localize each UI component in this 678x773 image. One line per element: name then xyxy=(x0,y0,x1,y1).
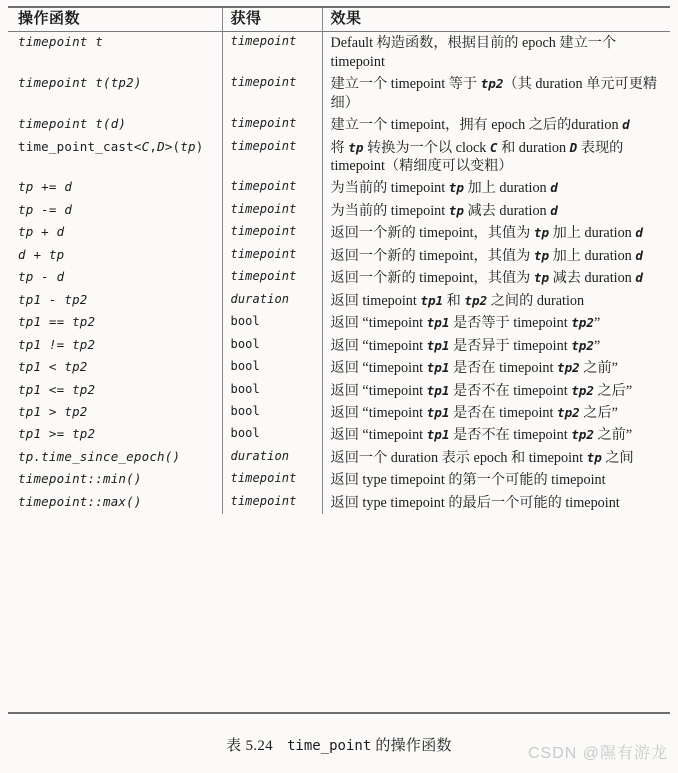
cell-return-type: bool xyxy=(222,380,322,402)
cell-return-type: bool xyxy=(222,357,322,379)
cell-effect: 返回 “timepoint tp1 是否不在 timepoint tp2 之前” xyxy=(322,424,670,446)
cell-effect: 将 tp 转换为一个以 clock C 和 duration D 表现的 timepoint（精细度可以变粗） xyxy=(322,137,670,178)
table-row xyxy=(8,357,670,379)
table-row xyxy=(8,492,670,514)
cell-return-type: bool xyxy=(222,335,322,357)
table-row xyxy=(8,469,670,491)
time-point-operations-table xyxy=(8,6,670,514)
cell-operation: tp1 == tp2 xyxy=(18,314,96,330)
cell-operation: tp1 - tp2 xyxy=(18,291,88,307)
csdn-watermark: CSDN @隰有游龙 xyxy=(527,745,668,762)
cell-operation: timepoint t(d) xyxy=(18,116,127,132)
cell-effect: 建立一个 timepoint，拥有 epoch 之后的duration d xyxy=(322,114,670,136)
cell-operation: timepoint::max() xyxy=(18,493,142,509)
table-row xyxy=(8,447,670,469)
cell-return-type: bool xyxy=(222,424,322,446)
table-bottom-rule xyxy=(8,712,670,714)
cell-effect: 返回一个新的 timepoint，其值为 tp 加上 duration d xyxy=(322,222,670,244)
time-point-operations-table-wrapper xyxy=(8,6,670,514)
cell-operation: timepoint::min() xyxy=(18,471,142,487)
cell-effect: 返回 “timepoint tp1 是否在 timepoint tp2 之前” xyxy=(322,357,670,379)
cell-operation: timepoint t(tp2) xyxy=(18,75,142,91)
cell-operation: tp + d xyxy=(18,224,65,240)
column-header-effect: 效果 xyxy=(322,7,670,32)
cell-effect: 返回 type timepoint 的最后一个可能的 timepoint xyxy=(322,492,670,514)
cell-return-type: timepoint xyxy=(222,222,322,244)
cell-return-type: timepoint xyxy=(222,32,322,73)
cell-operation: tp1 <= tp2 xyxy=(18,381,96,397)
cell-effect: 返回 “timepoint tp1 是否等于 timepoint tp2” xyxy=(322,312,670,334)
cell-return-type: timepoint xyxy=(222,200,322,222)
table-row xyxy=(8,177,670,199)
cell-return-type: bool xyxy=(222,312,322,334)
table-row xyxy=(8,267,670,289)
cell-operation: tp1 >= tp2 xyxy=(18,426,96,442)
cell-effect: 返回 “timepoint tp1 是否不在 timepoint tp2 之后” xyxy=(322,380,670,402)
cell-effect: 返回 timepoint tp1 和 tp2 之间的 duration xyxy=(322,290,670,312)
caption-number: 表 5.24 xyxy=(226,738,273,754)
cell-effect: 返回一个 duration 表示 epoch 和 timepoint tp 之间 xyxy=(322,447,670,469)
cell-return-type: timepoint xyxy=(222,114,322,136)
cell-effect: 为当前的 timepoint tp 加上 duration d xyxy=(322,177,670,199)
cell-operation: tp1 < tp2 xyxy=(18,359,88,375)
cell-return-type: timepoint xyxy=(222,137,322,178)
caption-suffix: 的操作函数 xyxy=(371,738,452,754)
cell-operation: tp - d xyxy=(18,269,65,285)
table-row xyxy=(8,200,670,222)
table-row xyxy=(8,312,670,334)
cell-operation: tp -= d xyxy=(18,201,73,217)
cell-return-type: duration xyxy=(222,290,322,312)
table-row xyxy=(8,424,670,446)
cell-effect: Default 构造函数，根据目前的 epoch 建立一个 timepoint xyxy=(322,32,670,73)
cell-operation: d + tp xyxy=(18,246,65,262)
cell-operation: tp1 != tp2 xyxy=(18,336,96,352)
cell-return-type: timepoint xyxy=(222,73,322,114)
cell-operation: tp.time_since_epoch() xyxy=(18,448,181,464)
table-body xyxy=(8,32,670,514)
table-row xyxy=(8,32,670,73)
cell-effect: 返回 “timepoint tp1 是否在 timepoint tp2 之后” xyxy=(322,402,670,424)
cell-effect: 返回 “timepoint tp1 是否异于 timepoint tp2” xyxy=(322,335,670,357)
table-row xyxy=(8,402,670,424)
caption-code: time_point xyxy=(286,738,372,754)
cell-return-type: bool xyxy=(222,402,322,424)
cell-return-type: duration xyxy=(222,447,322,469)
table-row xyxy=(8,222,670,244)
cell-effect: 为当前的 timepoint tp 减去 duration d xyxy=(322,200,670,222)
table-row xyxy=(8,137,670,178)
cell-effect: 返回 type timepoint 的第一个可能的 timepoint xyxy=(322,469,670,491)
cell-effect: 返回一个新的 timepoint，其值为 tp 加上 duration d xyxy=(322,245,670,267)
column-header-returns: 获得 xyxy=(222,7,322,32)
table-header xyxy=(8,7,670,32)
table-row xyxy=(8,380,670,402)
cell-operation: tp += d xyxy=(18,179,73,195)
cell-operation: tp1 > tp2 xyxy=(18,403,88,419)
table-row xyxy=(8,73,670,114)
table-row xyxy=(8,114,670,136)
cell-operation: time_point_cast<C,D>(tp) xyxy=(18,138,204,154)
cell-effect: 返回一个新的 timepoint，其值为 tp 减去 duration d xyxy=(322,267,670,289)
cell-return-type: timepoint xyxy=(222,267,322,289)
cell-effect: 建立一个 timepoint 等于 tp2（其 duration 单元可更精细） xyxy=(322,73,670,114)
table-row xyxy=(8,335,670,357)
table-row xyxy=(8,290,670,312)
table-row xyxy=(8,245,670,267)
cell-return-type: timepoint xyxy=(222,492,322,514)
column-header-operation: 操作函数 xyxy=(8,7,222,32)
cell-operation: timepoint t xyxy=(18,34,103,50)
cell-return-type: timepoint xyxy=(222,177,322,199)
table-header-row xyxy=(8,7,670,32)
cell-return-type: timepoint xyxy=(222,469,322,491)
cell-return-type: timepoint xyxy=(222,245,322,267)
